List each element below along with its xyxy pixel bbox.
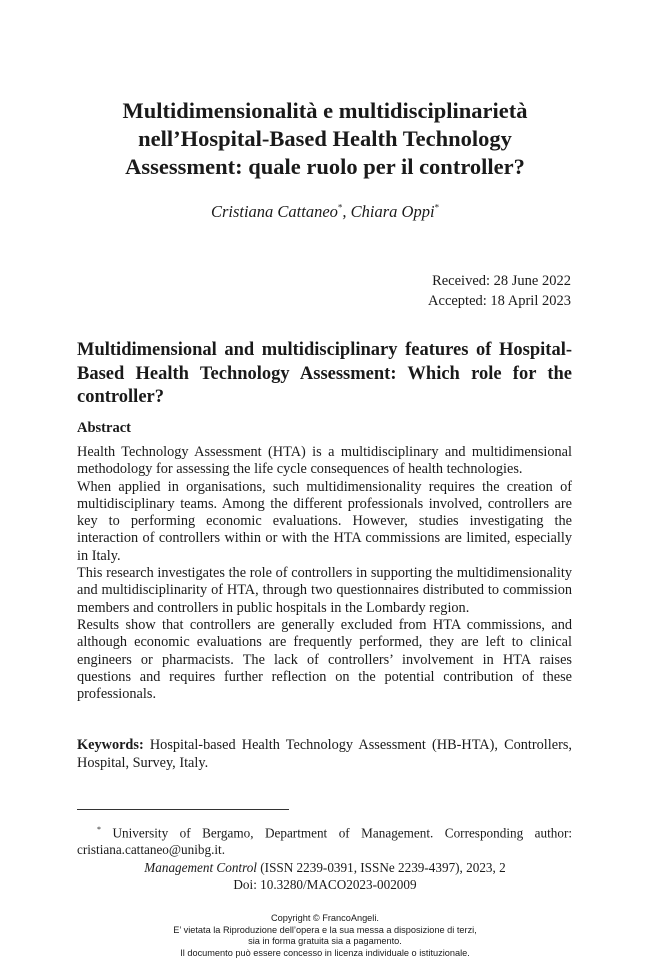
title-line-2: nell’Hospital-Based Health Technology — [138, 126, 512, 151]
abstract-body — [77, 444, 572, 703]
journal-doi: Doi: 10.3280/MACO2023-002009 — [233, 876, 417, 892]
abstract-heading: Abstract — [77, 420, 131, 436]
author-separator: , — [342, 202, 351, 221]
author-2-footnote-mark: * — [434, 202, 440, 213]
italian-title — [60, 97, 590, 181]
journal-name: Management Control — [144, 860, 257, 875]
author-1: Cristiana Cattaneo — [210, 202, 338, 221]
keywords — [77, 736, 572, 772]
footnote-divider — [77, 809, 289, 810]
title-line-3: Assessment: quale ruolo per il controller? — [125, 154, 525, 179]
copyright-line-3: sia in forma gratuita sia a pagamento. — [248, 936, 402, 947]
accepted-date: Accepted: 18 April 2023 — [428, 293, 571, 309]
footnote-mark: * — [97, 825, 101, 834]
received-date: Received: 28 June 2022 — [432, 273, 571, 289]
abstract-paragraph: Health Technology Assessment (HTA) is a multidisciplinary and multidimensional methodology for assessing the life cycle consequences of health technologies. — [77, 444, 572, 478]
copyright-line-1: Copyright © FrancoAngeli. — [271, 913, 379, 923]
footnote-text: University of Bergamo, Department of Management. Corresponding author: cristiana.cattaneo@unibg.it. — [77, 825, 573, 857]
copyright-notice — [0, 913, 650, 959]
abstract-paragraph: When applied in organisations, such multidimensionality requires the creation of multidisciplinary teams. Among the different professionals involved, controllers are key to performing economic evaluations. However, studies investigating the interaction of controllers within or with the HTA commissions are limited, especially in Italy. — [77, 478, 572, 564]
copyright-line-4: Il documento può essere concesso in licenza individuale o istituzionale. — [180, 947, 470, 958]
english-title: Multidimensional and multidisciplinary features of Hospital-Based Health Technology Assessment: Which role for the controller? — [77, 340, 572, 407]
author-affiliation-footnote — [77, 822, 572, 858]
abstract-paragraph: This research investigates the role of controllers in supporting the multidimensionality and multidisciplinarity of HTA, through two questionnaires distributed to commission members and controllers in public hospitals in the Lombardy region. — [77, 565, 572, 616]
author-2: Chiara Oppi — [350, 202, 435, 221]
authors-line — [0, 202, 650, 222]
author-1-footnote-mark: * — [337, 202, 343, 213]
copyright-line-2: E’ vietata la Riproduzione dell’opera e la sua messa a disposizione di terzi, — [173, 924, 477, 935]
journal-details: (ISSN 2239-0391, ISSNe 2239-4397), 2023, 2 — [256, 860, 506, 875]
abstract-paragraph: Results show that controllers are generally excluded from HTA commissions, and although economic evaluations are frequently performed, they are left to clinical engineers or pharmacists. The lack of controllers’ involvement in HTA raises questions and requires further reflection on the potential contribution of these professionals. — [77, 616, 572, 703]
title-line-1: Multidimensionalità e multidisciplinarietà — [122, 98, 528, 123]
submission-dates — [428, 271, 571, 311]
journal-citation — [0, 860, 650, 893]
keywords-label: Keywords: — [77, 737, 144, 753]
keywords-text: Hospital-based Health Technology Assessment (HB-HTA), Controllers, Hospital, Survey, Italy. — [77, 737, 572, 771]
